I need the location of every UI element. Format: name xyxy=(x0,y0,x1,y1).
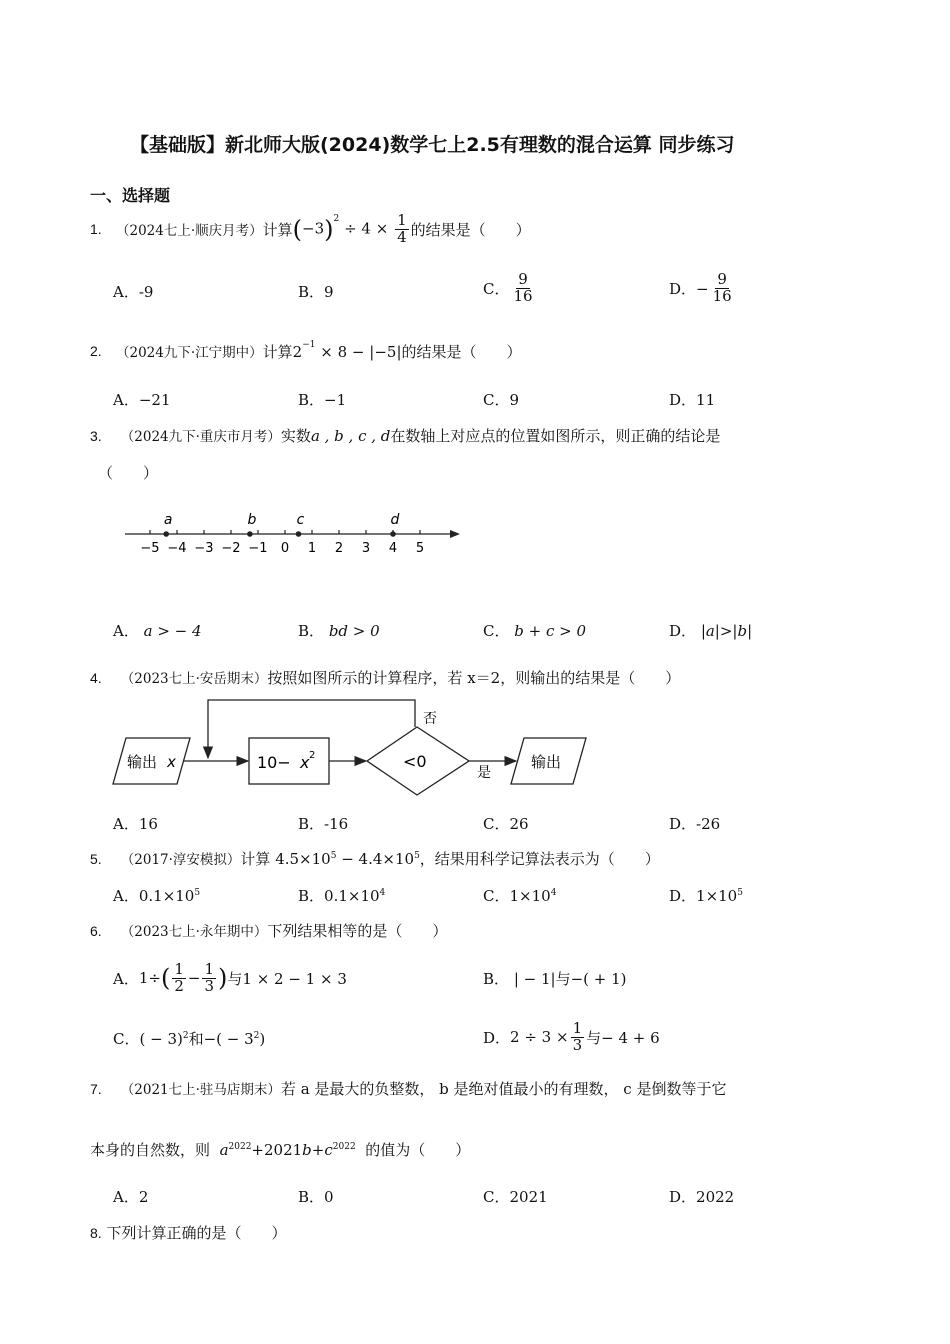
option-b[interactable]: B． bd > 0 xyxy=(298,622,380,640)
option-d[interactable]: D．11 xyxy=(669,391,716,409)
tick-label: −2 xyxy=(221,541,241,556)
math-variables: a , b , c , d xyxy=(310,427,391,445)
option-b[interactable]: B．−1 xyxy=(298,391,347,409)
flowchart-figure xyxy=(110,695,600,800)
point-d xyxy=(390,531,396,537)
question-3: 3. （2024九下·重庆市月考）实数a , b , c , d在数轴上对应点的位置如图所示，则正确的结论是 xyxy=(90,427,721,445)
number-line-figure xyxy=(110,505,470,560)
question-source: （2024九下·江宁期中） xyxy=(116,345,263,361)
point-b xyxy=(247,531,253,537)
question-7-line2: 本身的自然数，则 $a^{2022}+2021b+c^{2022}$ 的值为（ ） xyxy=(90,1141,471,1159)
tick-label: 5 xyxy=(415,541,425,556)
question-5: 5. （2017·淳安模拟）计算 $4.5\times 10^5 - 4.4\times 10^5$，结果用科学记算法表示为（ ） xyxy=(90,850,660,868)
question-number: 5. xyxy=(90,851,102,867)
flow-process-label: 10− xyxy=(257,753,291,772)
question-number: 7. xyxy=(90,1081,102,1097)
option-d[interactable]: D． 2 ÷ 3 × $\frac{1}{3}$ 与− 4 + 6 xyxy=(483,1018,660,1054)
option-a[interactable]: A．−21 xyxy=(113,391,171,409)
question-source: （2023七上·安岳期末） xyxy=(120,671,268,687)
option-a[interactable]: A． 1÷ ( $\frac{1}{2}$ − $\frac{1}{3}$ ) 与1 × 2 − 1 × 3 xyxy=(113,959,347,995)
option-b[interactable]: B．0 xyxy=(298,1188,334,1206)
option-b[interactable]: B．$0.1\times 10^4$ xyxy=(298,887,386,905)
tick-label: 2 xyxy=(334,541,344,556)
option-c[interactable]: C．2021 xyxy=(483,1188,548,1206)
tick-label: −4 xyxy=(167,541,187,556)
question-number: 6. xyxy=(90,923,102,939)
question-number: 1. xyxy=(90,221,102,237)
question-7: 7. （2021七上·驻马店期末）若 a 是最大的负整数， b 是绝对值最小的有理数， c 是倒数等于它 xyxy=(90,1080,727,1098)
option-c[interactable]: C．9 xyxy=(483,391,520,409)
point-label-c: c xyxy=(296,512,305,528)
flow-input-var: x xyxy=(167,753,176,771)
option-a[interactable]: A．2 xyxy=(113,1188,149,1206)
question-source: （2024九下·重庆市月考） xyxy=(120,429,281,445)
question-6: 6. （2023七上·永年期中）下列结果相等的是（ ） xyxy=(90,922,448,940)
question-source: （2024七上·顺庆月考） xyxy=(116,223,263,239)
question-1 xyxy=(90,210,531,248)
question-number: 4. xyxy=(90,670,102,686)
point-label-b: b xyxy=(247,512,257,528)
page-title: 【基础版】新北师大版(2024)数学七上2.5有理数的混合运算 同步练习 xyxy=(130,134,735,156)
option-a[interactable]: A．-9 xyxy=(113,283,154,301)
flow-decision-label: <0 xyxy=(403,752,427,771)
question-source: （2017·淳安模拟） xyxy=(120,852,241,868)
tick-label: 4 xyxy=(388,541,398,556)
option-d[interactable]: D． |a|>|b| xyxy=(669,622,753,640)
question-8: 8. 下列计算正确的是（ ） xyxy=(90,1224,287,1242)
option-c[interactable]: C．$1\times 10^4$ xyxy=(483,887,557,905)
tick-label: 3 xyxy=(361,541,371,556)
question-source: （2023七上·永年期中） xyxy=(120,924,268,940)
question-2 xyxy=(90,340,522,362)
question-text: 的结果是（ ） xyxy=(410,220,531,239)
option-c[interactable]: C．( − 3)$^2$和−( − $3^2$) xyxy=(113,1030,266,1048)
flow-output-label: 输出 xyxy=(531,753,562,771)
option-a[interactable]: A． a > − 4 xyxy=(113,622,202,640)
math-expression: 计算$2^{-1} \times 8 - |-5|$ xyxy=(262,339,402,361)
tick-label: −1 xyxy=(248,541,268,556)
question-number: 3. xyxy=(90,428,102,444)
option-c[interactable]: C． b + c > 0 xyxy=(483,622,587,640)
tick-label: −5 xyxy=(140,541,160,556)
option-d[interactable]: D．2022 xyxy=(669,1188,735,1206)
option-c[interactable]: C．26 xyxy=(483,815,529,833)
tick-label: −3 xyxy=(194,541,214,556)
option-d[interactable]: D．− $\frac{9}{16}$ xyxy=(669,269,732,305)
flow-process-exp: 2 xyxy=(309,750,316,761)
option-b[interactable]: B． | − 1|与−( + 1) xyxy=(483,970,627,988)
flow-process-var: x xyxy=(300,753,310,772)
flow-yes-label: 是 xyxy=(477,765,491,781)
question-text: 计算 xyxy=(262,220,293,239)
option-b[interactable]: B．9 xyxy=(298,283,334,301)
answer-paren: （ ） xyxy=(98,464,159,482)
flow-no-label: 否 xyxy=(423,711,437,727)
flow-input-label: 输出 xyxy=(127,753,158,771)
tick-label: 1 xyxy=(307,541,317,556)
arrow-icon xyxy=(450,530,460,538)
math-expression: $(-3)^2 \div 4$ × $\frac{1}{4}$ xyxy=(292,210,407,246)
point-label-d: d xyxy=(390,512,400,528)
question-4: 4. （2023七上·安岳期末）按照如图所示的计算程序，若 x＝2，则输出的结果是（ ） xyxy=(90,669,681,687)
section-heading: 一、选择题 xyxy=(90,186,171,205)
question-source: （2021七上·驻马店期末） xyxy=(120,1082,281,1098)
option-b[interactable]: B．-16 xyxy=(298,815,349,833)
option-d[interactable]: D．-26 xyxy=(669,815,721,833)
question-number: 2. xyxy=(90,343,102,359)
point-a xyxy=(163,531,169,537)
option-a[interactable]: A．$0.1\times 10^5$ xyxy=(113,887,201,905)
point-label-a: a xyxy=(163,512,173,528)
option-d[interactable]: D．$1\times 10^5$ xyxy=(669,887,743,905)
question-number: 8. xyxy=(90,1225,102,1241)
tick-label: 0 xyxy=(280,541,290,556)
question-text: 的结果是（ ） xyxy=(401,342,522,361)
option-c[interactable]: C． $\frac{9}{16}$ xyxy=(483,269,533,305)
option-a[interactable]: A．16 xyxy=(113,815,158,833)
point-c xyxy=(296,531,302,537)
